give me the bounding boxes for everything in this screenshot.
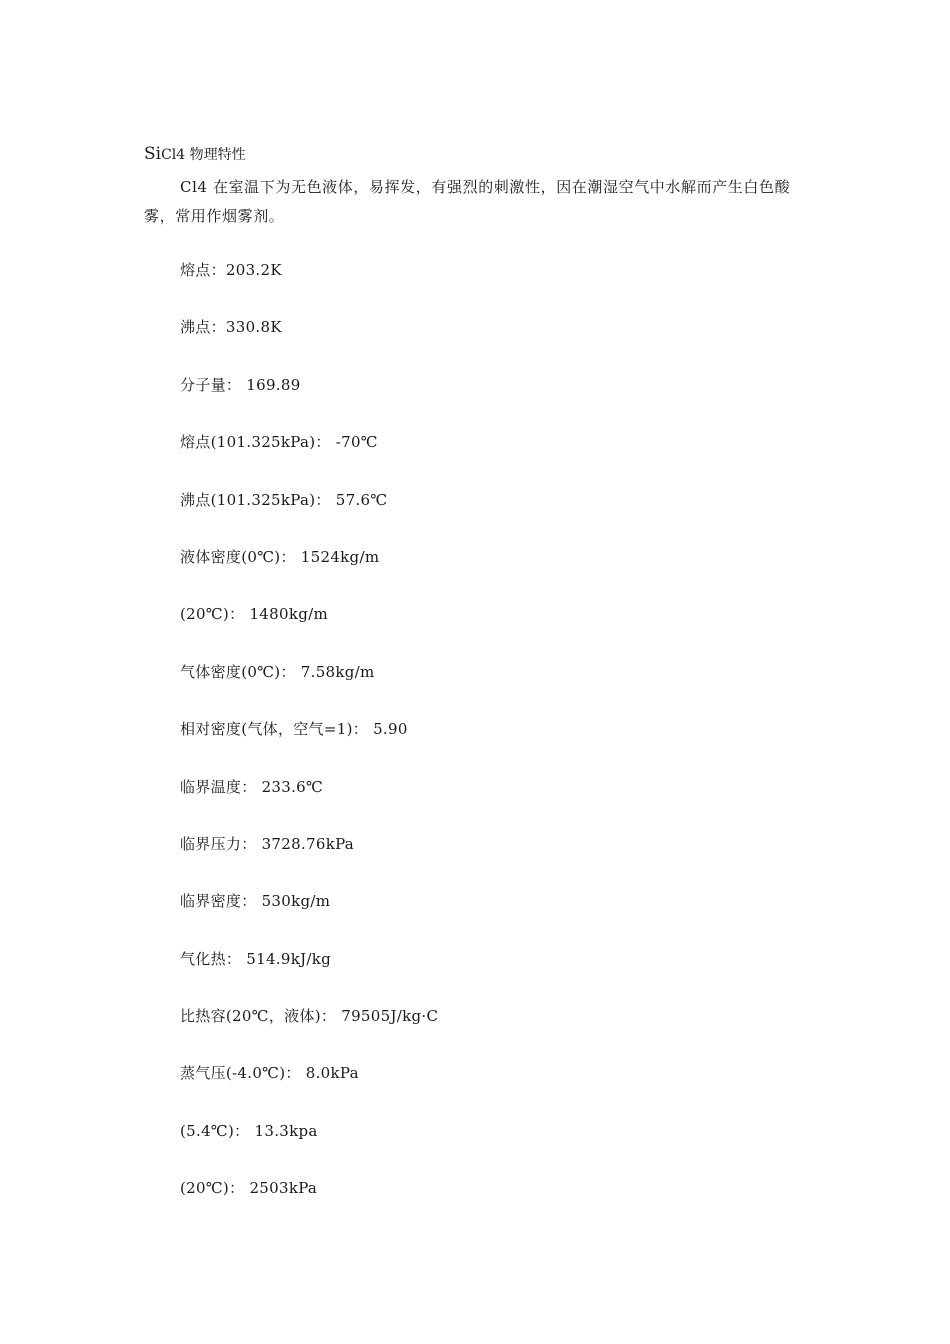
property-item: 分子量： 169.89 — [180, 375, 301, 394]
property-list — [180, 258, 438, 1234]
property-item: 蒸气压(-4.0℃)： 8.0kPa — [180, 1064, 359, 1083]
property-item: (5.4℃)： 13.3kpa — [180, 1121, 318, 1140]
title-prefix: Si — [144, 144, 162, 164]
property-item: 气体密度(0℃)： 7.58kg/m — [180, 662, 375, 681]
intro-paragraph: Cl4 在室温下为无色液体，易挥发，有强烈的刺激性，因在潮湿空气中水解而产生白色酸雾，常用作烟雾剂。 — [144, 178, 791, 225]
property-item: 沸点(101.325kPa)： 57.6℃ — [180, 490, 388, 509]
property-item: 相对密度(气体，空气=1)： 5.90 — [180, 720, 408, 739]
property-item: 临界压力： 3728.76kPa — [180, 834, 355, 853]
property-item: 临界温度： 233.6℃ — [180, 777, 324, 796]
property-item: 比热容(20℃，液体)： 79505J/kg·C — [180, 1007, 439, 1026]
property-item: 气化热： 514.9kJ/kg — [180, 949, 332, 968]
document-title — [144, 144, 246, 165]
property-item: 临界密度： 530kg/m — [180, 892, 331, 911]
property-item: 熔点(101.325kPa)： -70℃ — [180, 433, 378, 452]
property-item: (20℃)： 1480kg/m — [180, 605, 328, 624]
property-item: 熔点：203.2K — [180, 261, 282, 279]
property-item: (20℃)： 2503kPa — [180, 1179, 318, 1198]
property-item: 液体密度(0℃)： 1524kg/m — [180, 547, 380, 566]
title-rest: Cl4 物理特性 — [161, 147, 246, 163]
property-item: 沸点：330.8K — [180, 318, 282, 337]
